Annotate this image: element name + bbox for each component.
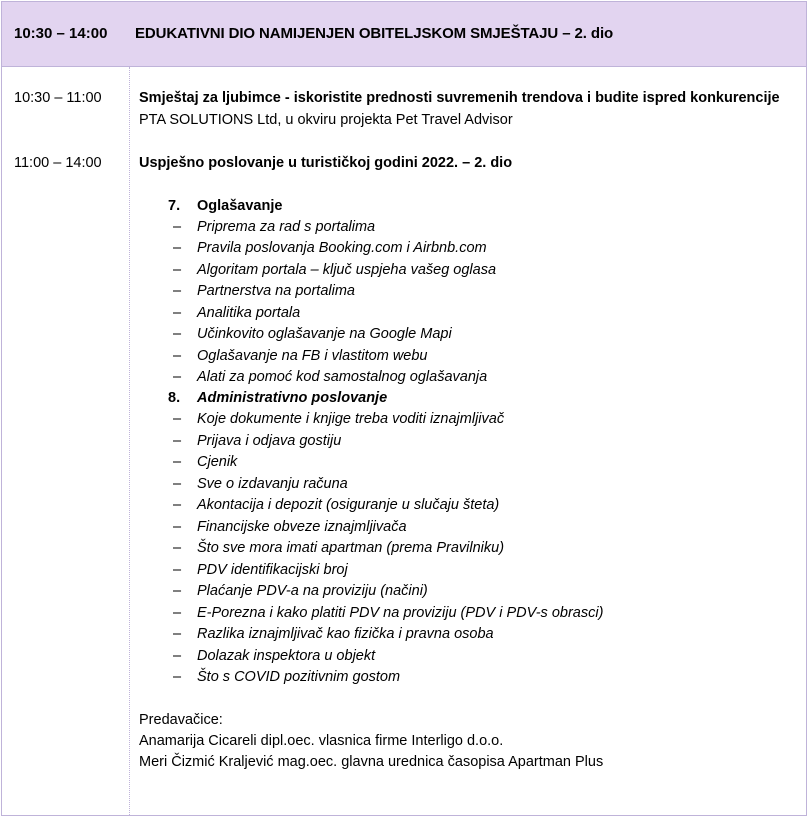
header-row — [2, 2, 806, 67]
row-time: 11:00 – 14:00 — [14, 155, 102, 171]
row-title: Uspješno poslovanje u turističkoj godini 2022. – 2. dio — [139, 155, 513, 171]
header-time: 10:30 – 14:00 — [14, 25, 108, 42]
lecturer-name: Anamarija Cicareli dipl.oec. vlasnica firme Interligo d.o.o. — [139, 733, 504, 749]
section-number: 8. — [168, 390, 181, 406]
section-heading — [168, 390, 387, 406]
lecturer-name: Meri Čizmić Kraljević mag.oec. glavna urednica časopisa Apartman Plus — [139, 754, 604, 770]
section-label: Oglašavanje — [197, 198, 283, 214]
lecturers-heading: Predavačice: — [139, 712, 223, 728]
section-heading — [168, 198, 282, 214]
section-label: Administrativno poslovanje — [197, 390, 388, 406]
section-number: 7. — [168, 198, 181, 214]
row-time: 10:30 – 11:00 — [14, 90, 102, 106]
row-subtitle: PTA SOLUTIONS Ltd, u okviru projekta Pet Travel Advisor — [139, 112, 513, 128]
column-divider — [129, 67, 130, 815]
header-title: EDUKATIVNI DIO NAMIJENJEN OBITELJSKOM SMJEŠTAJU – 2. dio — [135, 25, 614, 42]
schedule-table: 10:30 – 14:00 EDUKATIVNI DIO NAMIJENJEN OBITELJSKOM SMJEŠTAJU – 2. dio 10:30 – 11:00 Smještaj za ljubimce - iskoristite prednosti suvremenih trendova i budite ispred konkurencije PTA SOLUTIONS Ltd, u okviru projekta Pet Travel Advisor 11:00 – 14:00 Uspješno poslovanje u turističkoj godini 2022. – 2. dio 7. Oglašavanje – Priprema za rad s portalima – Pravila poslovanja Booking.com i Airbnb.com – Algoritam portala – ključ uspjeha vašeg oglasa – Partnerstva na portalima – Analitika portala – Učinkovito oglašavanje na Google Mapi – Oglašavanje na FB i vlastitom webu – Alati za pomoć kod samostalnog oglašavanja 8. Administrativno poslovanje – Koje dokumente i knjige treba voditi iznajmljivač – Prijava i odjava gostiju – Cjenik – Sve o izdavanju računa – Akontacija i depozit (osiguranje u slučaju šteta) – Financijske obveze iznajmljivača – Što sve mora imati apartman (prema Pravilniku) – PDV identifikacijski broj – Plaćanje PDV-a na proviziju (načini) – E-Porezna i kako platiti PDV na proviziju (PDV i PDV-s obrasci) – Razlika iznajmljivač kao fizička i pravna osoba – Dolazak inspektora u objekt – Što s COVID pozitivnim gostom Predavačice: Anamarija Cicareli dipl.oec. vlasnica firme Interligo d.o.o. Meri Čizmić Kraljević mag.oec. glavna urednica časopisa Apartman Plus — [1, 1, 807, 816]
row-title: Smještaj za ljubimce - iskoristite prednosti suvremenih trendova i budite ispred konkurencije — [139, 90, 780, 106]
